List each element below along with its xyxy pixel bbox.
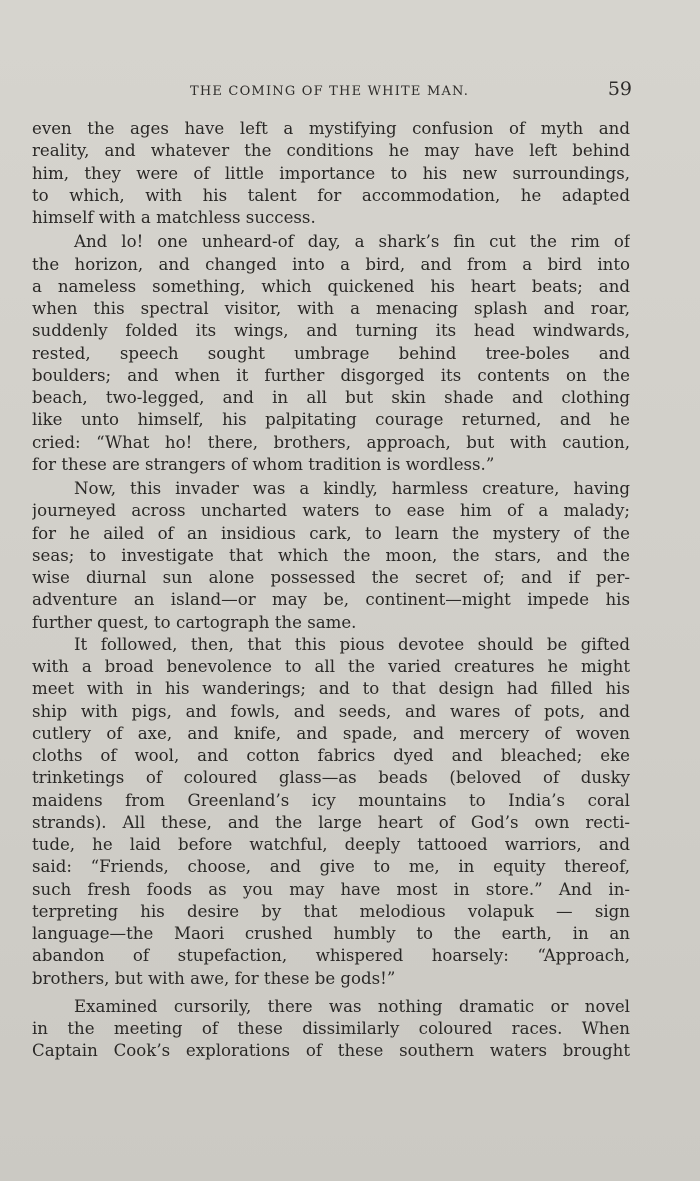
text-line: further quest, to cartograph the same.	[32, 612, 357, 632]
text-line: cutlery of axe, and knife, and spade, and mercery of woven	[32, 723, 630, 743]
text-line: suddenly folded its wings, and turning its head windwards,	[32, 321, 630, 341]
text-line: rested, speech sought umbrage behind tree-boles and	[32, 343, 630, 363]
running-title: THE COMING OF THE WHITE MAN.	[190, 84, 470, 99]
text-line: meet with in his wanderings; and to that design had filled his	[32, 679, 630, 699]
text-line: language—the Maori crushed humbly to the earth, in an	[32, 924, 630, 943]
paragraph	[32, 231, 630, 476]
text-line: such fresh foods as you may have most in store.” And in-	[32, 879, 630, 899]
text-line: a nameless something, which quickened his heart beats; and	[32, 276, 630, 296]
paragraph	[32, 996, 630, 1063]
text-line: brothers, but with awe, for these be gods!”	[32, 968, 396, 988]
text-line: terpreting his desire by that melodious volapuk — sign	[32, 901, 630, 921]
text-line: reality, and whatever the conditions he may have left behind	[32, 141, 630, 161]
text-line: abandon of stupefaction, whispered hoarsely: “Approach,	[32, 946, 630, 966]
page-number: 59	[607, 78, 632, 100]
text-line: ship with pigs, and fowls, and seeds, and wares of pots, and	[32, 701, 630, 721]
text-line: even the ages have left a mystifying confusion of myth and	[32, 119, 630, 138]
text-line: cloths of wool, and cotton fabrics dyed and bleached; eke	[32, 746, 630, 765]
body-text	[32, 118, 630, 1063]
text-line: for he ailed of an insidious cark, to learn the mystery of the	[32, 523, 630, 543]
text-line: him, they were of little importance to his new surroundings,	[32, 163, 630, 183]
text-line: And lo! one unheard-of day, a shark’s fin cut the rim of	[74, 232, 630, 252]
text-line: cried: “What ho! there, brothers, approach, but with caution,	[32, 432, 630, 452]
text-line: in the meeting of these dissimilarly coloured races. When	[32, 1019, 630, 1038]
text-line: with a broad benevolence to all the varied creatures he might	[32, 657, 630, 676]
text-line: trinketings of coloured glass—as beads (beloved of dusky	[32, 768, 630, 788]
text-line: for these are strangers of whom tradition is wordless.”	[32, 454, 495, 474]
text-line: said: “Friends, choose, and give to me, in equity thereof,	[32, 857, 630, 877]
text-line: when this spectral visitor, with a menacing splash and roar,	[32, 299, 630, 318]
text-line: adventure an island—or may be, continent—might impede his	[32, 590, 630, 610]
text-line: maidens from Greenland’s icy mountains to India’s coral	[32, 790, 630, 810]
text-line: the horizon, and changed into a bird, and from a bird into	[32, 254, 630, 274]
text-line: boulders; and when it further disgorged its contents on the	[32, 365, 630, 385]
text-line: Examined cursorily, there was nothing dramatic or novel	[74, 996, 630, 1016]
paragraph	[32, 118, 630, 229]
text-line: seas; to investigate that which the moon, the stars, and the	[32, 545, 630, 565]
page-header	[32, 78, 632, 106]
text-line: himself with a matchless success.	[32, 208, 316, 227]
text-line: like unto himself, his palpitating courage returned, and he	[32, 410, 630, 430]
text-line: strands). All these, and the large heart of God’s own recti-	[32, 812, 630, 832]
text-line: Now, this invader was a kindly, harmless creature, having	[74, 479, 630, 498]
paragraph	[32, 634, 630, 990]
text-line: journeyed across uncharted waters to ease him of a malady;	[32, 501, 630, 521]
text-line: tude, he laid before watchful, deeply tattooed warriors, and	[32, 835, 630, 854]
text-line: beach, two-legged, and in all but skin shade and clothing	[32, 388, 630, 407]
text-line: Captain Cook’s explorations of these southern waters brought	[32, 1041, 630, 1061]
text-line: wise diurnal sun alone possessed the secret of; and if per-	[32, 568, 630, 587]
text-line: to which, with his talent for accommodation, he adapted	[32, 185, 630, 205]
text-line: It followed, then, that this pious devotee should be gifted	[74, 634, 630, 654]
paragraph	[32, 478, 630, 634]
